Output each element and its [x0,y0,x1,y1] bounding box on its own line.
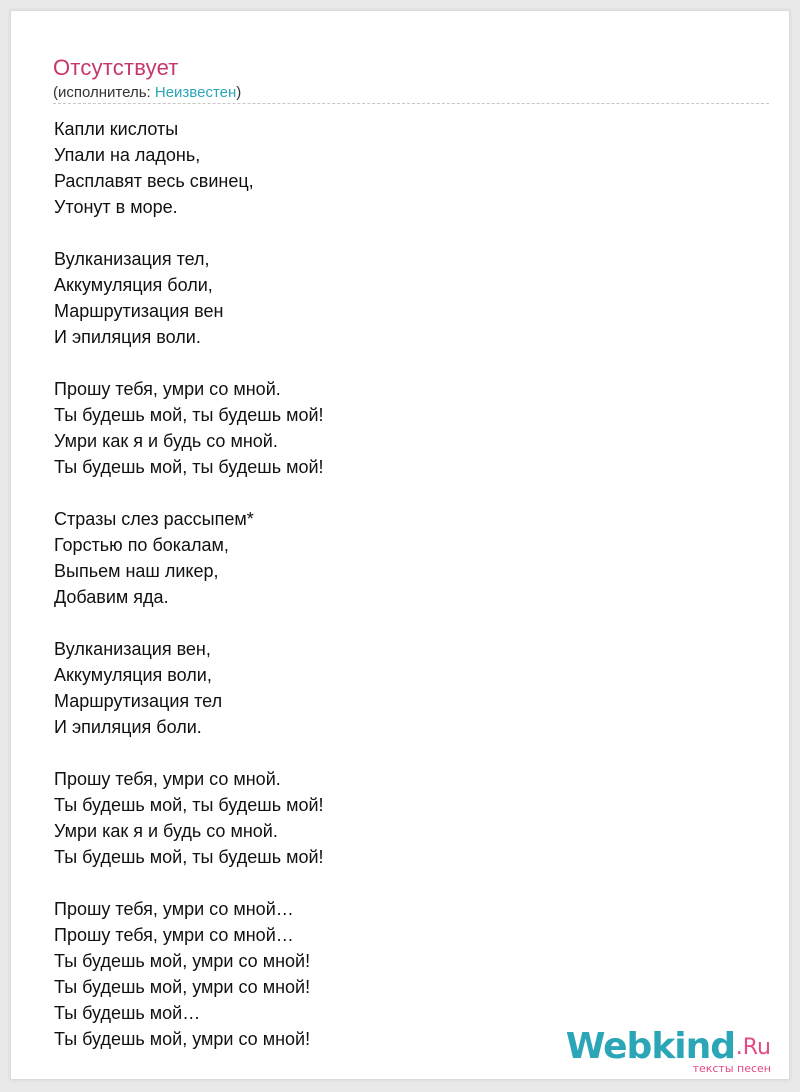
lyrics-line: И эпиляция боли. [54,717,202,737]
lyrics-line: Капли кислоты [54,119,179,139]
lyrics-stanza [54,116,324,220]
artist-link[interactable]: Неизвестен [154,84,237,101]
title-divider [53,103,769,104]
lyrics-stanza [54,376,324,480]
lyrics-line: Утонут в море. [54,197,178,217]
logo-wordmark: Webkind [565,1026,735,1067]
lyrics-line: Ты будешь мой, ты будешь мой! [54,405,324,425]
lyrics-line: Аккумуляция воли, [54,665,212,685]
lyrics-line: Ты будешь мой, умри со мной! [54,951,311,971]
lyrics-line: Ты будешь мой, умри со мной! [54,977,311,997]
logo-tagline: тексты песен [692,1062,771,1075]
lyrics-line: Расплавят весь свинец, [54,171,254,191]
lyrics-text [54,116,324,1078]
lyrics-stanza [54,896,324,1052]
lyrics-line: Ты будешь мой, ты будешь мой! [54,457,324,477]
lyrics-line: Горстью по бокалам, [54,535,229,555]
lyrics-line: Аккумуляция боли, [54,275,213,295]
lyrics-line: Умри как я и будь со мной. [54,821,278,841]
lyrics-stanza [54,766,324,870]
lyrics-stanza [54,246,324,350]
lyrics-line: Ты будешь мой… [54,1003,201,1023]
logo-tld: .Ru [735,1035,771,1060]
lyrics-line: Прошу тебя, умри со мной. [54,769,281,789]
lyrics-line: Маршрутизация вен [54,301,224,321]
lyrics-line: И эпиляция воли. [54,327,201,347]
lyrics-line: Стразы слез рассыпем* [54,509,254,529]
lyrics-line: Прошу тебя, умри со мной… [54,899,294,919]
artist-prefix: (исполнитель: [53,84,155,101]
lyrics-line: Упали на ладонь, [54,145,201,165]
song-title: Отсутствует [53,55,179,80]
lyrics-line: Добавим яда. [54,587,169,607]
lyrics-stanza [54,636,324,740]
lyrics-line: Прошу тебя, умри со мной. [54,379,281,399]
lyrics-line: Вулканизация вен, [54,639,211,659]
lyrics-page [10,10,790,1080]
lyrics-stanza [54,506,324,610]
lyrics-line: Умри как я и будь со мной. [54,431,278,451]
lyrics-line: Ты будешь мой, ты будешь мой! [54,795,324,815]
lyrics-line: Прошу тебя, умри со мной… [54,925,294,945]
lyrics-line: Маршрутизация тел [54,691,223,711]
artist-line [53,84,241,101]
lyrics-line: Выпьем наш ликер, [54,561,219,581]
artist-suffix: ) [236,84,242,101]
lyrics-line: Ты будешь мой, ты будешь мой! [54,847,324,867]
lyrics-line: Ты будешь мой, умри со мной! [54,1029,311,1049]
lyrics-line: Вулканизация тел, [54,249,210,269]
site-logo[interactable] [565,1026,771,1075]
